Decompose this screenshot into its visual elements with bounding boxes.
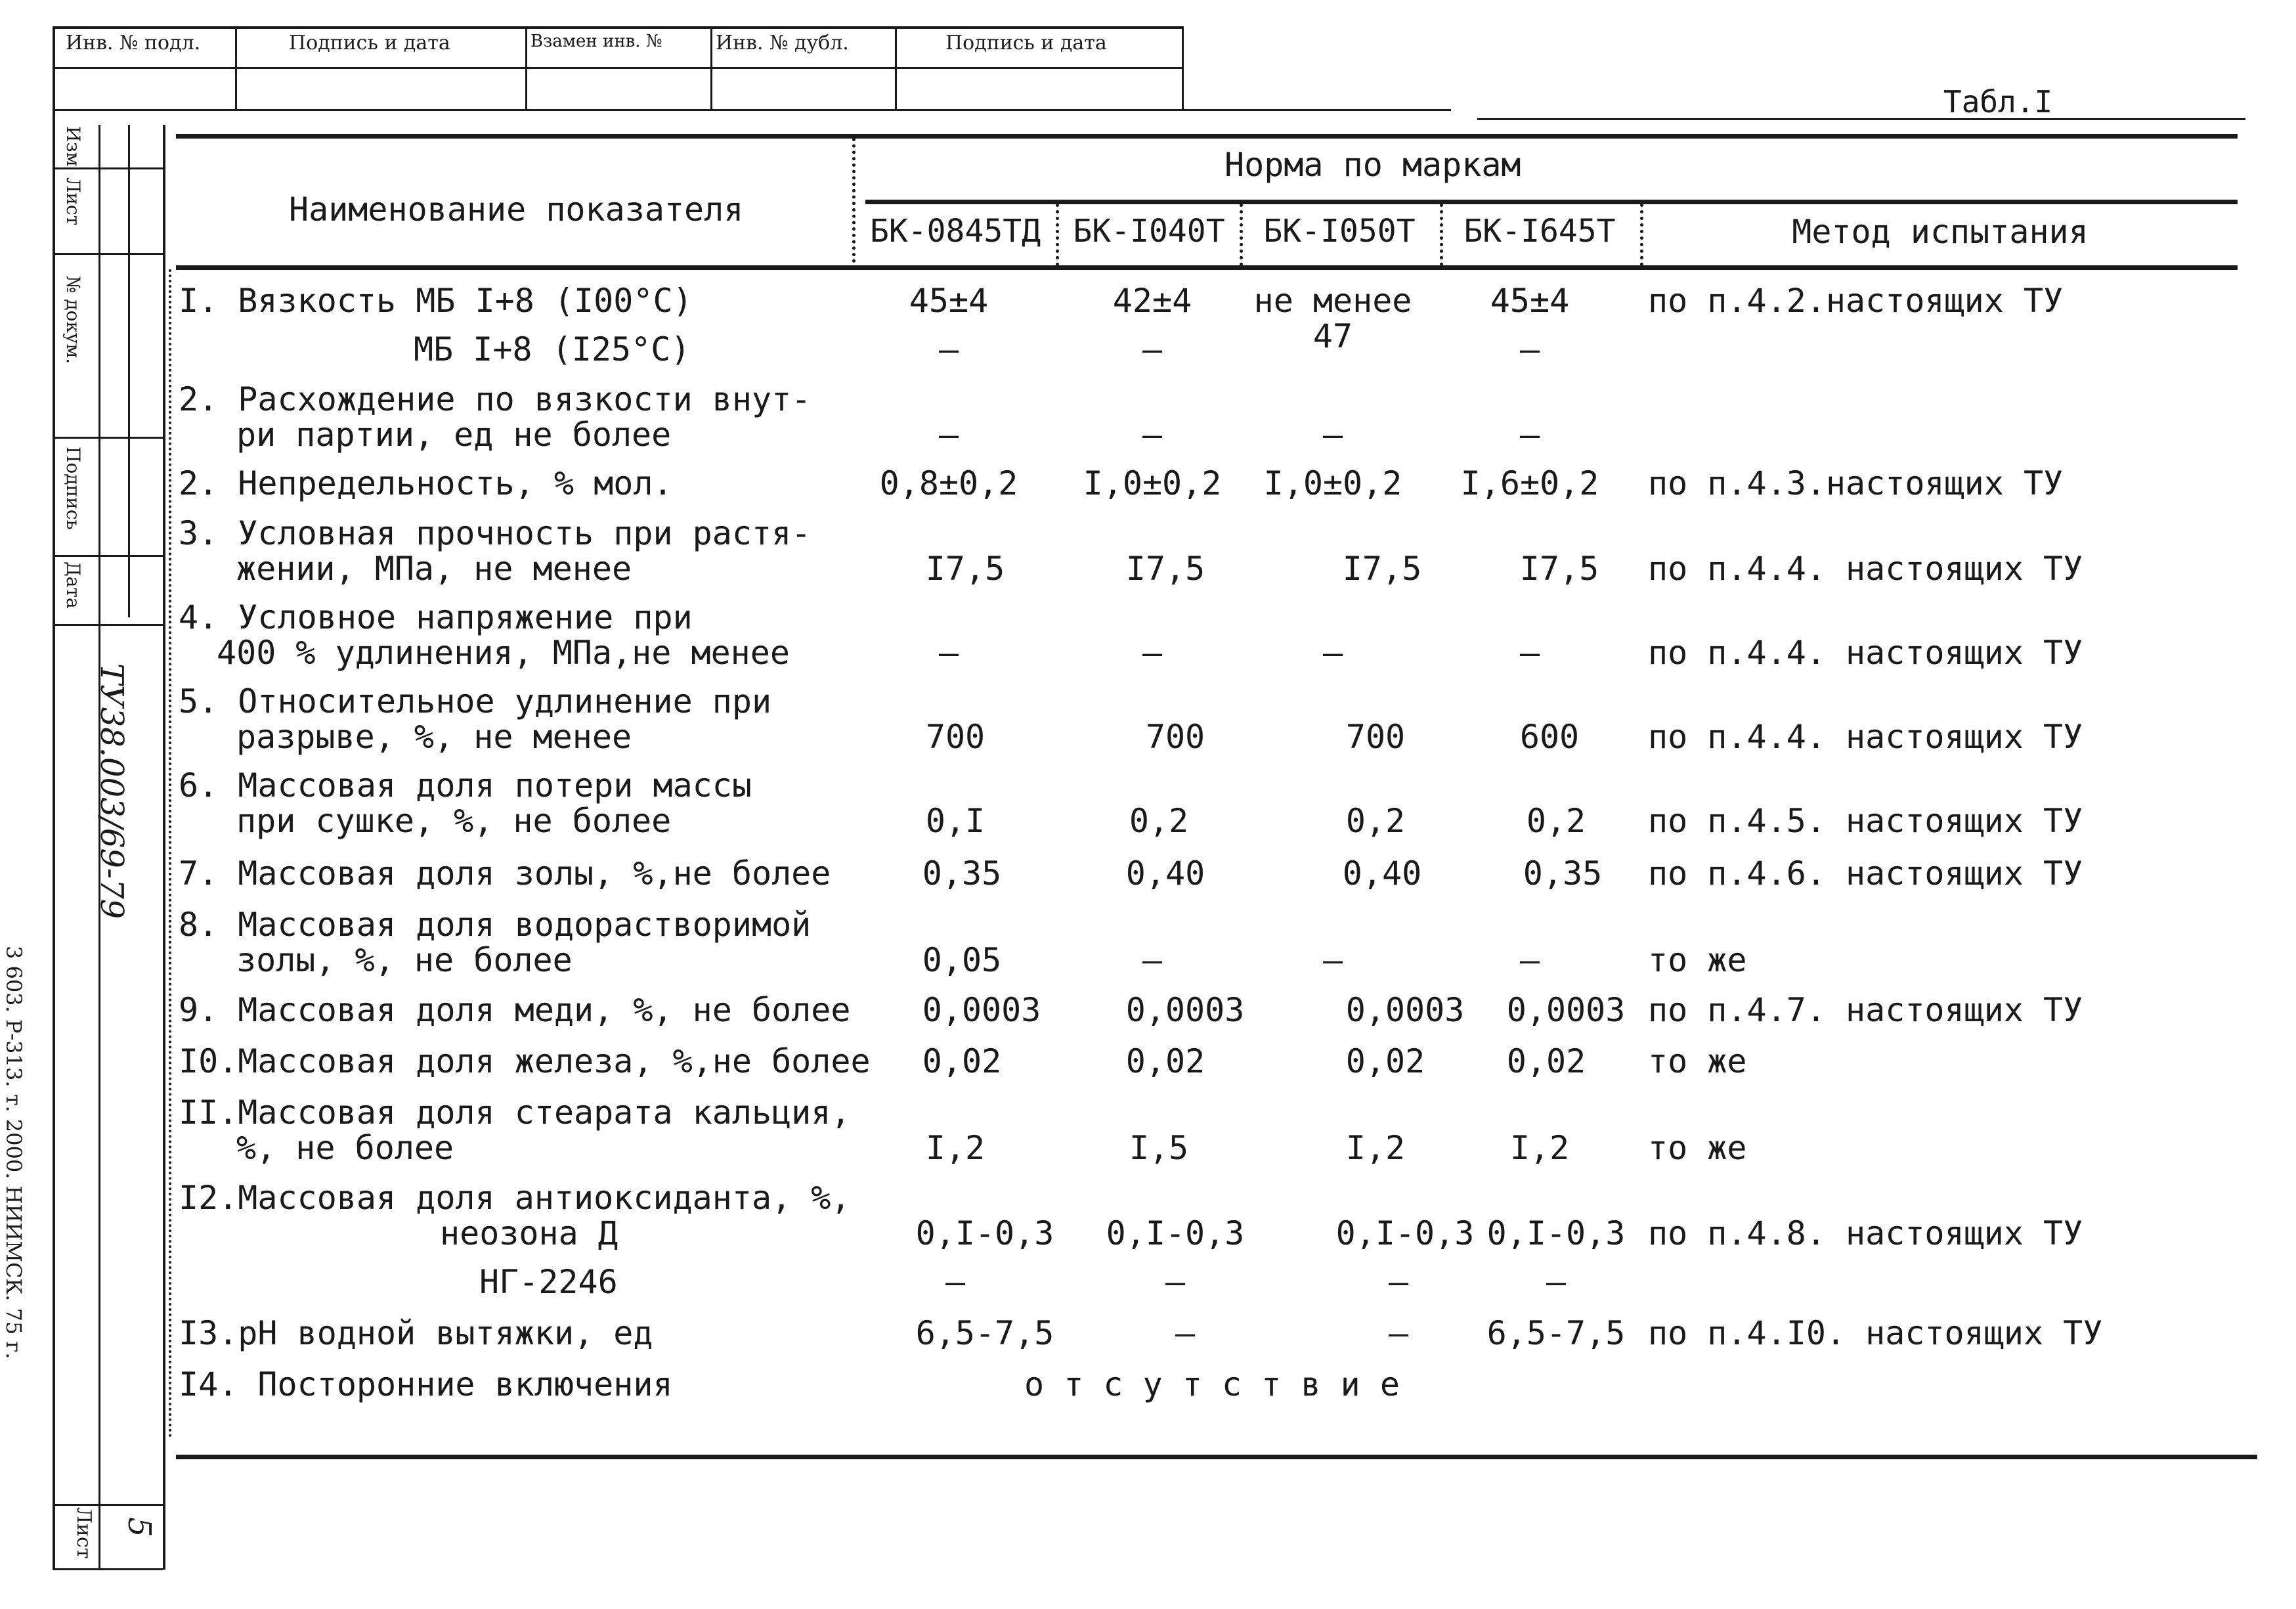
value-grade-2: – (1142, 330, 1163, 368)
value-grade-1: 0,02 (922, 1042, 1002, 1080)
row-name: 4. Условное напряжение при (179, 598, 693, 636)
value-grade-4: 0,2 (1526, 802, 1586, 840)
row-method: по п.4.4. настоящих ТУ (1648, 550, 2083, 588)
row-name-sub: НГ-2246 (479, 1263, 618, 1301)
column-divider (1056, 204, 1059, 266)
value-grade-2: – (1142, 416, 1163, 454)
value-grade-2: 42±4 (1112, 282, 1192, 320)
value-grade-2: I7,5 (1125, 550, 1205, 588)
table-left-border (163, 125, 165, 1570)
value-grade-2: 0,40 (1125, 854, 1205, 893)
strip-hline (53, 167, 163, 169)
value-grade-4: 0,02 (1506, 1042, 1586, 1080)
strip-hline (53, 555, 163, 557)
strip-hline (53, 253, 163, 255)
row-method: то же (1648, 1042, 1747, 1080)
value-grade-1: I,2 (925, 1129, 986, 1167)
value-grade-4: 6,5-7,5 (1486, 1314, 1626, 1352)
value-grade-4: 0,35 (1523, 854, 1603, 893)
side-podpis-label: Подпись (62, 447, 84, 530)
header-bottom-rule (176, 265, 2238, 270)
row-method: то же (1648, 941, 1747, 979)
stamp-signature-date-label: Подпись и дата (289, 32, 450, 55)
column-divider (1440, 204, 1443, 266)
row-method: по п.4.2.настоящих ТУ (1648, 282, 2064, 320)
value-grade-2: – (1142, 634, 1163, 672)
value-grade-1: 700 (925, 718, 986, 756)
value-grade-1: – (945, 1263, 966, 1301)
side-data-label: Дата (62, 562, 84, 609)
row-method: по п.4.7. настоящих ТУ (1648, 991, 2083, 1029)
strip-hline (53, 437, 163, 439)
row-name-sub: разрыве, %, не менее (236, 718, 632, 756)
value-grade-2: I,5 (1129, 1129, 1189, 1167)
value-grade-3: 0,0003 (1345, 991, 1465, 1029)
value-grade-4: 0,0003 (1506, 991, 1626, 1029)
stamp-vzamen-label: Взамен инв. № (531, 32, 662, 51)
value-grade-1: 0,0003 (922, 991, 1041, 1029)
value-grade-1: 0,35 (922, 854, 1002, 893)
row-method: по п.4.5. настоящих ТУ (1648, 802, 2083, 840)
header-grade-1: БК-0845ТД (869, 213, 1041, 250)
row-method: по п.4.8. настоящих ТУ (1648, 1214, 2083, 1252)
value-grade-2: 0,0003 (1125, 991, 1245, 1029)
row-name: 7. Массовая доля золы, %,не более (179, 854, 831, 893)
value-grade-4: I,6±0,2 (1460, 464, 1599, 502)
side-sheet-number: 5 (121, 1517, 158, 1537)
value-grade-3: I,2 (1345, 1129, 1406, 1167)
grade-header-rule (865, 200, 2238, 204)
value-grade-3: I,0±0,2 (1263, 464, 1402, 502)
value-grade-1: – (938, 330, 959, 368)
header-grade-2: БК-I040Т (1073, 213, 1225, 250)
value-grade-4: 600 (1519, 718, 1580, 756)
row-name: I. Вязкость МБ I+8 (I00°C) (179, 282, 693, 320)
stamp-inv-podl-label: Инв. № подл. (66, 32, 201, 55)
value-grade-3: 0,2 (1345, 802, 1406, 840)
value-grade-1: – (938, 416, 959, 454)
side-sheet-label: Лист (72, 1507, 95, 1559)
value-grade-1: – (938, 634, 959, 672)
header-norm-by-grade: Норма по маркам (1224, 146, 1521, 184)
value-grade-4: 45±4 (1490, 282, 1570, 320)
row-name: 2. Расхождение по вязкости внут- (179, 380, 812, 418)
value-grade-4: – (1546, 1263, 1567, 1301)
stamp-divider (1182, 26, 1184, 109)
row-name: II.Массовая доля стеарата кальция, (179, 1093, 851, 1132)
value-grade-2: – (1175, 1314, 1196, 1352)
side-dokum-label: № докум. (62, 276, 84, 364)
row-name-sub: золы, %, не более (236, 941, 573, 979)
header-grade-3: БК-I050Т (1263, 213, 1416, 250)
row-name: 3. Условная прочность при растя- (179, 514, 812, 552)
table-title: Табл.I (1943, 84, 2053, 120)
column-divider (852, 138, 856, 263)
row-name: I0.Массовая доля железа, %,не более (179, 1042, 871, 1080)
value-grade-2: – (1142, 941, 1163, 979)
value-grade-3: не менее (1253, 282, 1412, 320)
value-grade-4: – (1519, 416, 1540, 454)
value-grade-1: I7,5 (925, 550, 1005, 588)
value-grade-3: I7,5 (1342, 550, 1422, 588)
value-grade-4: – (1519, 634, 1540, 672)
stamp-divider (710, 26, 712, 109)
value-grade-3: 47 (1312, 317, 1353, 355)
stamp-signature-date-label-2: Подпись и дата (945, 32, 1107, 55)
row-name: 2. Непредельность, % мол. (179, 464, 673, 502)
row-method: по п.4.4. настоящих ТУ (1648, 634, 2083, 672)
column-divider (1240, 204, 1243, 266)
value-grade-2: – (1165, 1263, 1186, 1301)
body-left-dotted (169, 269, 171, 1438)
value-grade-3: – (1322, 941, 1343, 979)
row-name: I2.Массовая доля антиоксиданта, %, (179, 1179, 851, 1217)
row-method: по п.4.3.настоящих ТУ (1648, 464, 2064, 502)
row-name: 6. Массовая доля потери массы (179, 766, 752, 804)
stamp-bottom-border (53, 109, 1451, 111)
strip-divider (128, 125, 130, 617)
row-method: по п.4.6. настоящих ТУ (1648, 854, 2083, 893)
row-name-sub: 400 % удлинения, МПа,не менее (217, 634, 790, 672)
merged-value-absent: о т с у т с т в и е (1024, 1365, 1400, 1403)
stamp-divider (235, 26, 237, 109)
column-divider (1640, 204, 1643, 266)
outer-left-border (53, 26, 55, 1570)
side-document-number: ТУ38.003/69-79 (93, 663, 130, 919)
row-name-sub: ри партии, ед не более (236, 416, 672, 454)
row-name-sub: жении, МПа, не менее (236, 550, 632, 588)
value-grade-2: 0,I-0,3 (1106, 1214, 1245, 1252)
value-grade-1: 6,5-7,5 (915, 1314, 1054, 1352)
strip-hline (53, 1504, 163, 1506)
value-grade-3: 0,02 (1345, 1042, 1425, 1080)
value-grade-3: 0,I-0,3 (1335, 1214, 1475, 1252)
row-method: по п.4.I0. настоящих ТУ (1648, 1314, 2103, 1352)
value-grade-1: 0,I (925, 802, 986, 840)
header-indicator-name: Наименование показателя (289, 190, 744, 229)
value-grade-4: I,2 (1509, 1129, 1570, 1167)
value-grade-1: 0,I-0,3 (915, 1214, 1054, 1252)
value-grade-4: – (1519, 330, 1540, 368)
row-method: по п.4.4. настоящих ТУ (1648, 718, 2083, 756)
value-grade-1: 45±4 (909, 282, 989, 320)
value-grade-4: I7,5 (1519, 550, 1599, 588)
row-name: I4. Посторонние включения (179, 1365, 673, 1403)
stamp-divider (525, 26, 527, 109)
row-name-sub: МБ I+8 (I25°C) (414, 330, 691, 368)
value-grade-2: 0,02 (1125, 1042, 1205, 1080)
header-test-method: Метод испытания (1792, 213, 2089, 251)
strip-hline (53, 624, 163, 626)
row-name-sub: %, не более (236, 1129, 454, 1167)
header-grade-4: БК-I645Т (1463, 213, 1616, 250)
row-name: 8. Массовая доля водорастворимой (179, 906, 812, 944)
value-grade-3: 700 (1345, 718, 1406, 756)
value-grade-4: – (1519, 941, 1540, 979)
row-name: I3.pH водной вытяжки, ед (179, 1314, 653, 1352)
side-list-label: Лист (62, 177, 84, 226)
value-grade-3: – (1322, 634, 1343, 672)
value-grade-2: I,0±0,2 (1083, 464, 1222, 502)
row-name: 9. Массовая доля меди, %, не более (179, 991, 851, 1029)
value-grade-3: – (1322, 416, 1343, 454)
row-method: то же (1648, 1129, 1747, 1167)
value-grade-1: 0,8±0,2 (879, 464, 1018, 502)
value-grade-3: 0,40 (1342, 854, 1422, 893)
side-izm-label: Изм (62, 126, 84, 167)
row-name-sub: неозона Д (440, 1214, 618, 1252)
value-grade-2: 0,2 (1129, 802, 1189, 840)
table-top-rule (176, 134, 2238, 139)
value-grade-2: 700 (1145, 718, 1205, 756)
value-grade-4: 0,I-0,3 (1486, 1214, 1626, 1252)
stamp-inv-dubl-label: Инв. № дубл. (716, 32, 849, 55)
stamp-mid-border (53, 67, 1182, 69)
strip-hline (53, 1568, 163, 1570)
value-grade-3: – (1388, 1314, 1409, 1352)
value-grade-3: – (1388, 1263, 1409, 1301)
row-name: 5. Относительное удлинение при (179, 682, 772, 720)
table-bottom-rule (176, 1455, 2257, 1459)
title-underline (1477, 118, 2245, 120)
side-print-info: 3 603. Р-313. т. 2000. НИИМСК. 75 г. (1, 946, 26, 1359)
row-name-sub: при сушке, %, не более (236, 802, 672, 840)
value-grade-1: 0,05 (922, 941, 1002, 979)
stamp-divider (895, 26, 897, 109)
stamp-top-border (53, 26, 1182, 29)
